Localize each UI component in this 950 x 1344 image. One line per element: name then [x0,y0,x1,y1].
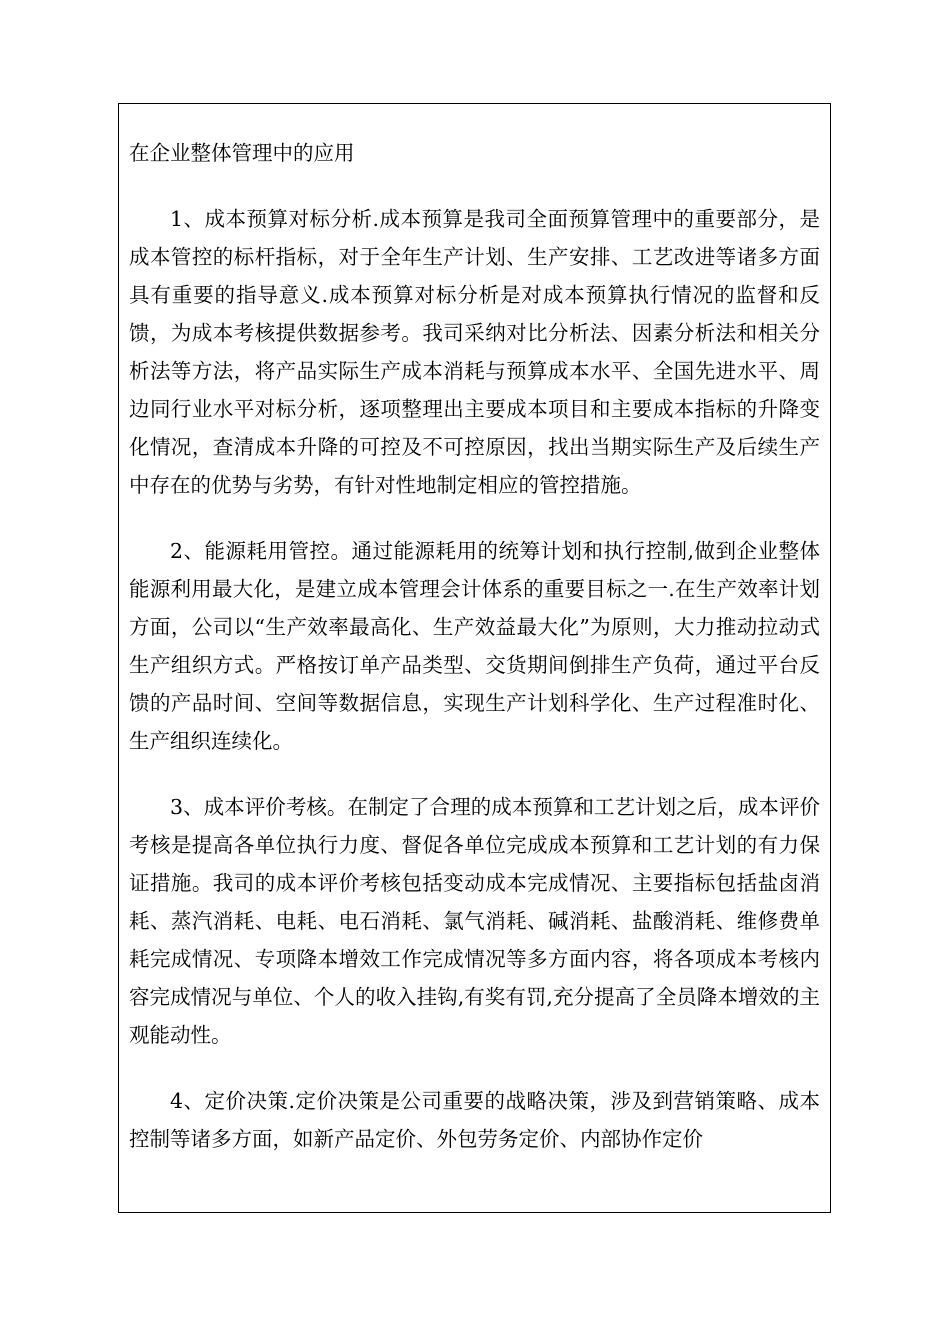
paragraph-cost-budget: 1、成本预算对标分析.成本预算是我司全面预算管理中的重要部分，是成本管控的标杆指标，对于全年生产计划、生产安排、工艺改进等诸多方面具有重要的指导意义.成本预算对标分析是对成本预算执行情况的监督和反馈，为成本考核提供数据参考。我司采纳对比分析法、因素分析法和相关分析法等方法，将产品实际生产成本消耗与预算成本水平、全国先进水平、周边同行业水平对标分析，逐项整理出主要成本项目和主要成本指标的升降变化情况，查清成本升降的可控及不可控原因，找出当期实际生产及后续生产中存在的优势与劣势，有针对性地制定相应的管控措施。 [129,207,820,497]
document-frame [118,103,831,1213]
section-heading: 在企业整体管理中的应用 [129,141,355,165]
paragraph-pricing-decision: 4、定价决策.定价决策是公司重要的战略决策，涉及到营销策略、成本控制等诸多方面，如新产品定价、外包劳务定价、内部协作定价 [129,1089,820,1151]
paragraph-cost-evaluation: 3、成本评价考核。在制定了合理的成本预算和工艺计划之后，成本评价考核是提高各单位执行力度、督促各单位完成成本预算和工艺计划的有力保证措施。我司的成本评价考核包括变动成本完成情况、主要指标包括盐卤消耗、蒸汽消耗、电耗、电石消耗、氯气消耗、碱消耗、盐酸消耗、维修费单耗完成情况、专项降本增效工作完成情况等多方面内容，将各项成本考核内容完成情况与单位、个人的收入挂钩,有奖有罚,充分提高了全员降本增效的主观能动性。 [129,795,820,1047]
document-body [129,134,820,1186]
paragraph-energy-control: 2、能源耗用管控。通过能源耗用的统筹计划和执行控制,做到企业整体能源利用最大化，是建立成本管理会计体系的重要目标之一.在生产效率计划方面，公司以“生产效率最高化、生产效益最大化”为原则，大力推动拉动式生产组织方式。严格按订单产品类型、交货期间倒排生产负荷，通过平台反馈的产品时间、空间等数据信息，实现生产计划科学化、生产过程准时化、生产组织连续化。 [129,539,820,753]
